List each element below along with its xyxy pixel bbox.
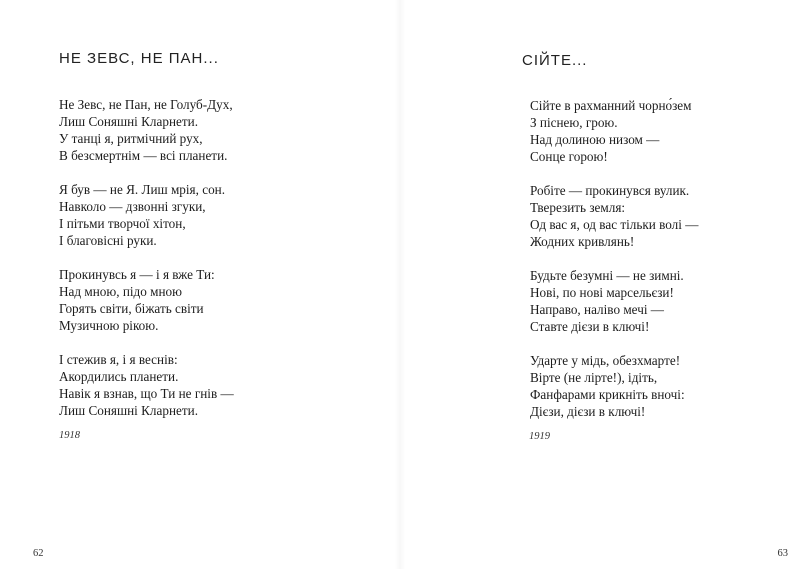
right-page bbox=[400, 0, 800, 569]
poem-line: В безсмертнім — всі планети. bbox=[59, 148, 228, 163]
poem-line: Над мною, підо мною bbox=[59, 284, 182, 299]
poem-line: Фанфарами крикніть вночі: bbox=[530, 387, 685, 402]
poem-line: І стежив я, і я веснів: bbox=[59, 352, 178, 367]
poem-line: Нові, по нові марсельєзи! bbox=[530, 285, 674, 300]
page-number-right: 63 bbox=[777, 548, 788, 559]
poem-line: І благовісні руки. bbox=[59, 233, 157, 248]
stanza bbox=[530, 97, 698, 165]
poem-line: Не Зевс, не Пан, не Голуб-Дух, bbox=[59, 97, 233, 112]
poem-line: З піснею, грою. bbox=[530, 115, 618, 130]
poem-body-left bbox=[59, 96, 234, 436]
poem-line: Акордились планети. bbox=[59, 369, 179, 384]
poem-line: Над долиною низом — bbox=[530, 132, 660, 147]
poem-line: Дієзи, дієзи в ключі! bbox=[530, 404, 646, 419]
poem-line: Лиш Соняшні Кларнети. bbox=[59, 403, 198, 418]
poem-line: Лиш Соняшні Кларнети. bbox=[59, 114, 198, 129]
poem-year-right: 1919 bbox=[529, 431, 550, 442]
poem-line: У танці я, ритмічний рух, bbox=[59, 131, 203, 146]
stanza bbox=[59, 266, 234, 334]
poem-body-right bbox=[530, 97, 698, 437]
poem-line: Тверезить земля: bbox=[530, 200, 626, 215]
poem-line: Сонце горою! bbox=[530, 149, 608, 164]
poem-line: Направо, наліво мечі — bbox=[530, 302, 664, 317]
stanza bbox=[530, 267, 698, 335]
poem-line: Сійте в рахманний чорно́зем bbox=[530, 98, 692, 113]
poem-year-left: 1918 bbox=[59, 430, 80, 441]
poem-title-left: НЕ ЗЕВС, НЕ ПАН... bbox=[59, 50, 219, 67]
stanza bbox=[59, 351, 234, 419]
poem-line: Музичною рікою. bbox=[59, 318, 159, 333]
poem-title-right: СІЙТЕ... bbox=[522, 52, 588, 69]
poem-line: Навік я взнав, що Ти не гнів — bbox=[59, 386, 234, 401]
poem-line: Робіте — прокинувся вулик. bbox=[530, 183, 690, 198]
poem-line: Жодних кривлянь! bbox=[530, 234, 635, 249]
poem-line: Ставте дієзи в ключі! bbox=[530, 319, 650, 334]
poem-line: І пітьми творчої хітон, bbox=[59, 216, 186, 231]
page-number-left: 62 bbox=[33, 548, 44, 559]
poem-line: Навколо — дзвонні згуки, bbox=[59, 199, 206, 214]
poem-line: Будьте безумні — не зимні. bbox=[530, 268, 684, 283]
poem-line: Горять світи, біжать світи bbox=[59, 301, 204, 316]
poem-line: Я був — не Я. Лиш мрія, сон. bbox=[59, 182, 226, 197]
poem-line: Вірте (не лірте!), ідіть, bbox=[530, 370, 658, 385]
stanza bbox=[530, 182, 698, 250]
poem-line: Од вас я, од вас тільки волі — bbox=[530, 217, 699, 232]
stanza bbox=[59, 181, 234, 249]
stanza bbox=[530, 352, 698, 420]
stanza bbox=[59, 96, 234, 164]
poem-line: Ударте у мідь, обезхмарте! bbox=[530, 353, 681, 368]
poem-line: Прокинувсь я — і я вже Ти: bbox=[59, 267, 215, 282]
